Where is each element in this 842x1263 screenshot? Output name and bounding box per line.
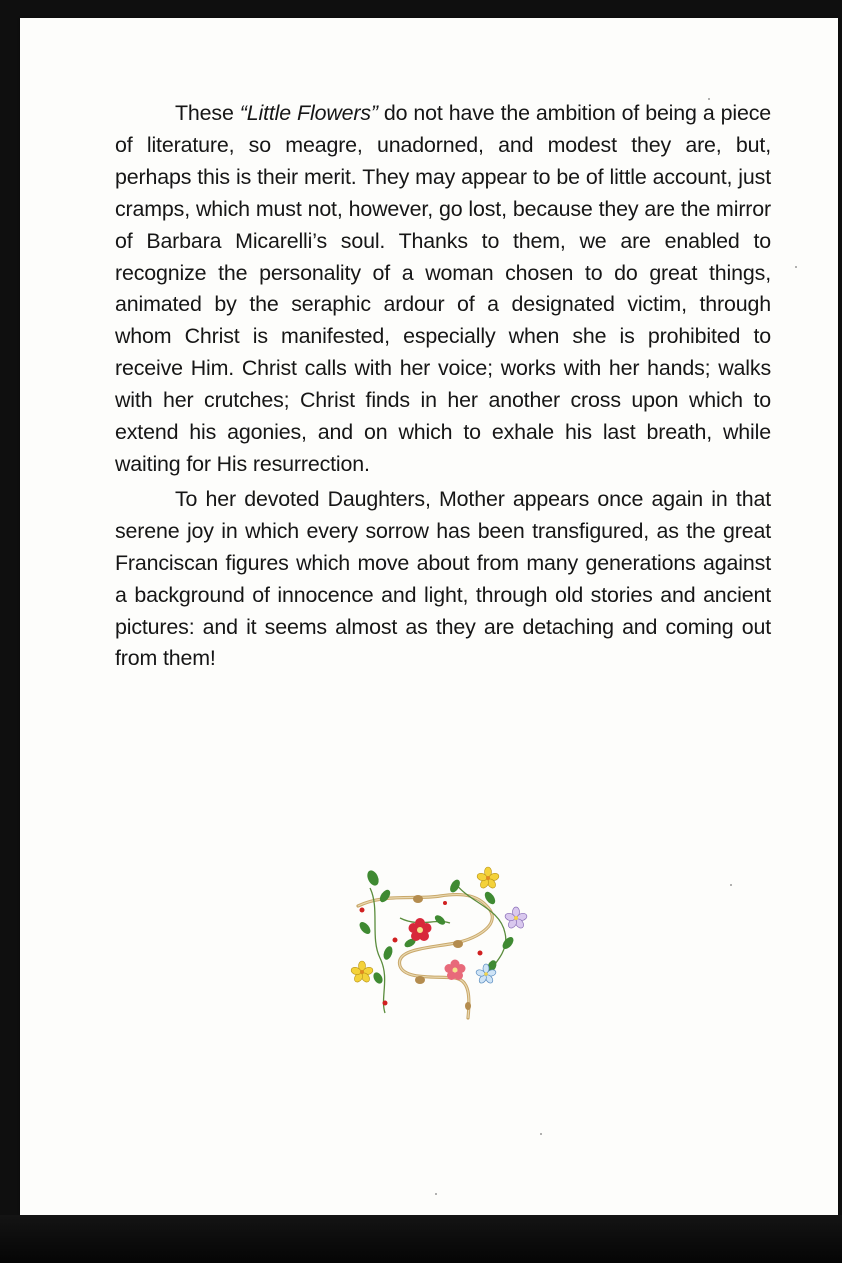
paper-speck	[730, 884, 732, 886]
book-page	[20, 18, 838, 1218]
paper-speck	[540, 1133, 542, 1135]
paragraph-1-lead: These	[175, 101, 240, 125]
paragraph-1-body: do not have the ambition of being a piece of literature, so meagre, unadorned, and modest they are, but, perhaps this is their merit. They may appear to be of little account, just cramps, which must not, however, go lost, because they are the mirror of Barbara Micarelli’s soul. Thanks to them, we are enabled to recognize the personality of a woman chosen to do great things, animated by the seraphic ardour of a designated victim, through whom Christ is manifested, especially when she is prohibited to receive Him. Christ calls with her voice; works with her hands; walks with her crutches; Christ finds in her another cross upon which to extend his agonies, and on which to exhale his last breath, while waiting for His resurrection.	[115, 101, 771, 476]
paragraph-1	[115, 98, 771, 481]
paper-speck	[435, 1193, 437, 1195]
floral-cord-ornament-icon	[340, 848, 540, 1038]
paragraph-2: To her devoted Daughters, Mother appears once again in that serene joy in which every sorrow has been transfigured, as the great Franciscan figures which move about from many generations against a background of innocence and light, through old stories and ancient pictures: and it seems almost as they are detaching and coming out from them!	[115, 486, 771, 671]
paper-speck	[708, 98, 710, 100]
scan-bottom-edge	[0, 1215, 842, 1263]
book-title: “Little Flowers”	[239, 101, 378, 125]
paper-speck	[795, 266, 797, 268]
body-text	[115, 98, 771, 675]
